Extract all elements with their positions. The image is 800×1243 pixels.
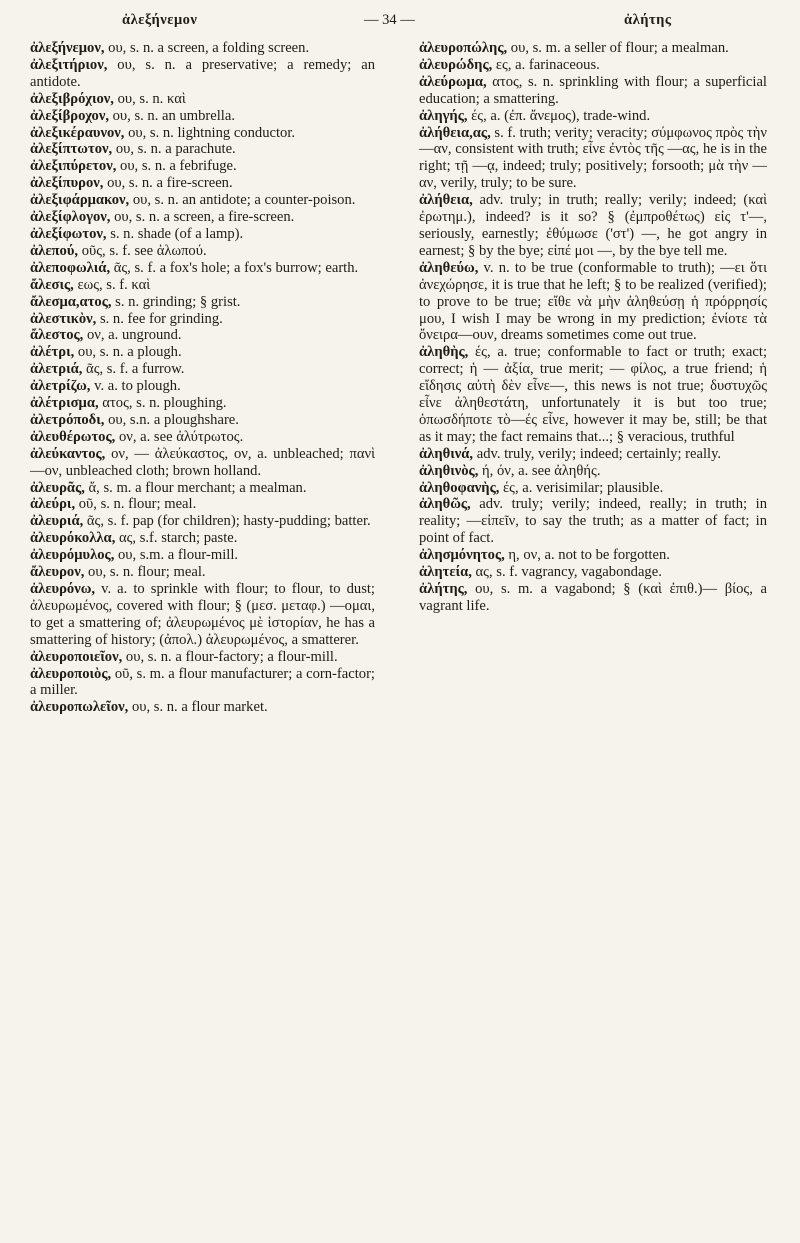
entry-headword: ἀλέτρι,: [30, 344, 75, 361]
dictionary-entry: [30, 496, 375, 513]
entry-definition: η, ον, a. not to be forgotten.: [504, 547, 670, 564]
entry-definition: ές, a. (ἐπ. ἄνεμος), trade-wind.: [467, 107, 651, 124]
dictionary-entry: [419, 108, 767, 125]
entry-headword: ἀλεξίβροχον,: [30, 107, 109, 124]
dictionary-entry: [30, 125, 375, 142]
entry-definition: s. f. truth; verity; veracity; σύμφωνος πρὸς τὴν —αν, consistent with truth; εἶνε ἐντὸς τῆς —ας, he is in the right; τῇ —ᾳ, indeed; truly; positively; forsooth; μὰ τὴν —αν, verily, truly; to be sure.: [419, 124, 767, 192]
entry-definition: v. a. to plough.: [90, 378, 181, 395]
running-head-left: ἀλεξήνεμον: [122, 12, 198, 28]
entry-headword: ἀλεξίπυρον,: [30, 175, 104, 192]
entry-headword: ἀληθοφανὴς,: [419, 479, 500, 496]
dictionary-entry: [30, 513, 375, 530]
entry-definition: ου, s. m. a seller of flour; a mealman.: [507, 40, 729, 56]
entry-headword: ἀλεύκαντος,: [30, 445, 106, 462]
dictionary-entry: [30, 57, 375, 91]
entry-definition: οῦ, s. m. a flour manufacturer; a corn-factor; a miller.: [30, 665, 375, 699]
dictionary-entry: [419, 446, 767, 463]
entry-headword: ἀληγής,: [419, 107, 468, 124]
dictionary-entry: [419, 125, 767, 193]
dictionary-entry: [30, 480, 375, 497]
entry-headword: ἀλευριά,: [30, 513, 84, 530]
entry-definition: ου, s. n. a flour-factory; a flour-mill.: [122, 648, 338, 665]
entry-headword: ἀληθὴς,: [419, 344, 469, 361]
dictionary-entry: [30, 564, 375, 581]
entry-headword: ἀλέτρισμα,: [30, 395, 99, 412]
dictionary-entry: [30, 226, 375, 243]
entry-headword: ἄλεσμα,ατος,: [30, 293, 112, 310]
entry-headword: ἀλήθεια,ας,: [419, 124, 491, 141]
entry-definition: ᾶς, s. f. a fox's hole; a fox's burrow; earth.: [110, 259, 359, 276]
dictionary-entry: [30, 530, 375, 547]
dictionary-entry: [419, 344, 767, 445]
entry-definition: v. n. to be true (conformable to truth); —ει ὅτι ἀνεχώρησε, it is true that he left; § to be realized (verified); to prove to be true; εἴθε νὰ μὴν ἀληθεύσῃ ἡ πρόρρησίς μου, I wish I may be wrong in my prediction; ἐνίοτε τὰ ὄνειρα—ουν, dreams sometimes come out true.: [419, 259, 767, 344]
entry-definition: ου, s. n. flour; meal.: [84, 564, 206, 581]
entry-definition: ες, a. farinaceous.: [492, 56, 600, 73]
dictionary-entry: [419, 260, 767, 345]
entry-definition: ου, s. m. a vagabond; § (καὶ ἐπιθ.)— βίος, a vagrant life.: [419, 581, 767, 614]
entry-definition: ἄ, s. m. a flour merchant; a mealman.: [84, 479, 307, 496]
dictionary-entry: [30, 108, 375, 125]
entry-definition: ου, s. n. a screen, a fire-screen.: [110, 209, 295, 226]
entry-definition: εως, s. f. καὶ: [73, 276, 151, 293]
entry-definition: ου, s. n. a parachute.: [112, 141, 236, 158]
entry-headword: ἀλευροποιὸς,: [30, 665, 112, 682]
entry-headword: ἄλεσις,: [30, 276, 74, 293]
dictionary-entry: [30, 344, 375, 361]
entry-definition: ου, s. n. a fire-screen.: [103, 175, 233, 192]
entry-definition: adv. truly; verily; indeed, really; in truth; in reality; —εἰπεῖν, to say the truth; as a matter of fact; in point of fact.: [419, 496, 767, 547]
dictionary-entry: [30, 209, 375, 226]
entry-headword: ἀλεξιπύρετον,: [30, 158, 117, 175]
entry-definition: adv. truly, verily; indeed; certainly; really.: [473, 445, 722, 462]
entry-definition: ον, — ἀλεύκαστος, ον, a. unbleached; πανὶ —ον, unbleached cloth; brown holland.: [30, 445, 375, 479]
running-head: [0, 6, 800, 36]
entry-headword: ἀλετριά,: [30, 361, 83, 378]
dictionary-entry: [419, 192, 767, 260]
dictionary-entry: [419, 496, 767, 547]
dictionary-entry: [30, 699, 375, 716]
entry-definition: ου, s. n. a plough.: [74, 344, 182, 361]
entry-headword: ἀλεξιβρόχιον,: [30, 90, 114, 107]
entry-headword: ἀληθεύω,: [419, 259, 479, 276]
entry-definition: s. n. shade (of a lamp).: [106, 225, 244, 242]
entry-definition: s. n. fee for grinding.: [96, 310, 223, 327]
entry-headword: ἀλευροπωλεῖον,: [30, 699, 129, 716]
entry-headword: ἀλεπού,: [30, 242, 79, 259]
page-number: — 34 —: [364, 12, 415, 28]
dictionary-entry: [419, 74, 767, 108]
entry-headword: ἀλετρίζω,: [30, 378, 91, 395]
dictionary-entry: [30, 666, 375, 700]
dictionary-entry: [30, 446, 375, 480]
entry-headword: ἀλεξιφάρμακον,: [30, 192, 130, 209]
entry-definition: v. a. to sprinkle with flour; to flour, to dust; ἀλευρωμένος, covered with flour; § (μεσ. μεταφ.) —ομαι, to get a smattering of; ἀλευρωμένος μὲ ἱστορίαν, he has a smattering of history; (ἀπολ.) ἀλευρωμένος, a smatterer.: [30, 581, 375, 648]
entry-definition: ές, a. true; conformable to fact or truth; exact; correct; ἡ — ἀξία, true merit; — φίλος, a true friend; ἡ εἴδησις αὐτὴ δὲν εἶνε—, this news is not true; δυστυχῶς εἶνε ἀληθεστάτη, unfortunately it is but too true; ὁπωσδήποτε τὸ—ές εἶνε, however it may be, still; be that as it may; the fact remains that...; § veracious, truthful: [419, 344, 767, 445]
dictionary-entry: [30, 581, 375, 649]
entry-headword: ἄλεστος,: [30, 327, 84, 344]
entry-headword: ἀλεξίφωτον,: [30, 225, 107, 242]
dictionary-entry: [30, 361, 375, 378]
entry-headword: ἀλήτης,: [419, 581, 468, 597]
entry-definition: ατος, s. n. ploughing.: [98, 395, 227, 412]
entry-headword: ἀλήθεια,: [419, 192, 473, 209]
dictionary-entry: [30, 277, 375, 294]
entry-definition: ας, s. f. vagrancy, vagabondage.: [471, 564, 662, 581]
dictionary-entry: [419, 547, 767, 564]
entry-headword: ἀλεξήνεμον,: [30, 40, 105, 56]
dictionary-entry: [419, 57, 767, 74]
entry-headword: ἄλευρον,: [30, 564, 85, 581]
entry-definition: ές, a. verisimilar; plausible.: [499, 479, 664, 496]
entry-headword: ἀλεύρι,: [30, 496, 76, 513]
entry-headword: ἀλευρόμυλος,: [30, 547, 115, 564]
entry-headword: ἀλευρόκολλα,: [30, 530, 116, 547]
dictionary-entry: [30, 311, 375, 328]
entry-headword: ἀλευθέρωτος,: [30, 428, 116, 445]
running-head-right: ἀλήτης: [624, 12, 672, 28]
entry-headword: ἀλησμόνητος,: [419, 547, 505, 564]
entry-definition: s. n. grinding; § grist.: [111, 293, 241, 310]
dictionary-entry: [419, 40, 767, 57]
entry-definition: ου, s.m. a flour-mill.: [114, 547, 239, 564]
entry-definition: ον, a. unground.: [83, 327, 182, 344]
dictionary-entry: [30, 378, 375, 395]
entry-definition: ου, s. n. a preservative; a remedy; an antidote.: [30, 56, 375, 90]
dictionary-entry: [30, 412, 375, 429]
entry-headword: ἀλεστικὸν,: [30, 310, 97, 327]
entry-definition: ατος, s. n. sprinkling with flour; a superficial education; a smattering.: [419, 73, 767, 107]
entry-definition: ου, s.n. a ploughshare.: [104, 411, 239, 428]
entry-definition: ου, s. n. lightning conductor.: [124, 124, 296, 141]
dictionary-entry: [30, 158, 375, 175]
entry-headword: ἀλευρόνω,: [30, 581, 96, 597]
entry-headword: ἀλεποφωλιά,: [30, 259, 111, 276]
dictionary-entry: [30, 547, 375, 564]
entry-definition: ή, όν, a. see ἀληθής.: [478, 462, 601, 479]
entry-headword: ἀλεξικέραυνον,: [30, 124, 125, 141]
dictionary-entry: [30, 429, 375, 446]
entry-headword: ἀλευρώδης,: [419, 56, 493, 73]
entry-definition: ου, s. n. an umbrella.: [108, 107, 235, 124]
entry-headword: ἀληθινὸς,: [419, 462, 479, 479]
dictionary-entry: [419, 581, 767, 615]
entry-definition: ᾶς, s. f. a furrow.: [82, 361, 185, 378]
entry-headword: ἀληθῶς,: [419, 496, 471, 513]
dictionary-entry: [30, 294, 375, 311]
entry-definition: οῦ, s. n. flour; meal.: [75, 496, 197, 513]
dictionary-entry: [30, 327, 375, 344]
entry-definition: ᾶς, s. f. pap (for children); hasty-pudding; batter.: [83, 513, 371, 530]
dictionary-entry: [419, 564, 767, 581]
entry-definition: ου, s. n. a screen, a folding screen.: [104, 40, 310, 56]
entry-definition: ου, s. n. καὶ: [113, 90, 186, 107]
entry-headword: ἀλεύρωμα,: [419, 73, 487, 90]
entry-definition: οῦς, s. f. see ἀλωπού.: [78, 242, 207, 259]
dictionary-entry: [30, 395, 375, 412]
entry-definition: ου, s. n. a flour market.: [128, 699, 268, 716]
right-column: [419, 40, 767, 615]
dictionary-entry: [30, 260, 375, 277]
dictionary-entry: [30, 649, 375, 666]
dictionary-entry: [30, 141, 375, 158]
entry-headword: ἀλεξίπτωτον,: [30, 141, 113, 158]
left-column: [30, 40, 375, 716]
entry-definition: ου, s. n. an antidote; a counter-poison.: [129, 192, 356, 209]
entry-definition: ας, s.f. starch; paste.: [115, 530, 238, 547]
entry-headword: ἀλετρόποδι,: [30, 411, 105, 428]
dictionary-entry: [30, 91, 375, 108]
dictionary-entry: [30, 40, 375, 57]
entry-headword: ἀλευροποιεῖον,: [30, 648, 123, 665]
dictionary-entry: [419, 463, 767, 480]
dictionary-entry: [30, 175, 375, 192]
dictionary-entry: [419, 480, 767, 497]
entry-definition: ου, s. n. a febrifuge.: [116, 158, 237, 175]
entry-headword: ἀλητεία,: [419, 564, 472, 581]
entry-headword: ἀλευρᾶς,: [30, 479, 85, 496]
entry-definition: adv. truly; in truth; really; verily; indeed; (καὶ ἐρωτημ.), indeed? is it so? § (ἐμπροθέτως) εἰς τ'—, seriously, earnestly; ἐθύμωσε ('στ') —, he got angry in earnest; § by the bye; εἰπέ μοι —, by the bye tell me.: [419, 192, 767, 259]
dictionary-entry: [30, 192, 375, 209]
entry-headword: ἀλευροπώλης,: [419, 40, 508, 56]
dictionary-entry: [30, 243, 375, 260]
entry-headword: ἀλεξιτήριον,: [30, 56, 108, 73]
entry-headword: ἀλεξίφλογον,: [30, 209, 111, 226]
entry-definition: ον, a. see ἀλύτρωτος.: [115, 428, 244, 445]
entry-headword: ἀληθινά,: [419, 445, 474, 462]
